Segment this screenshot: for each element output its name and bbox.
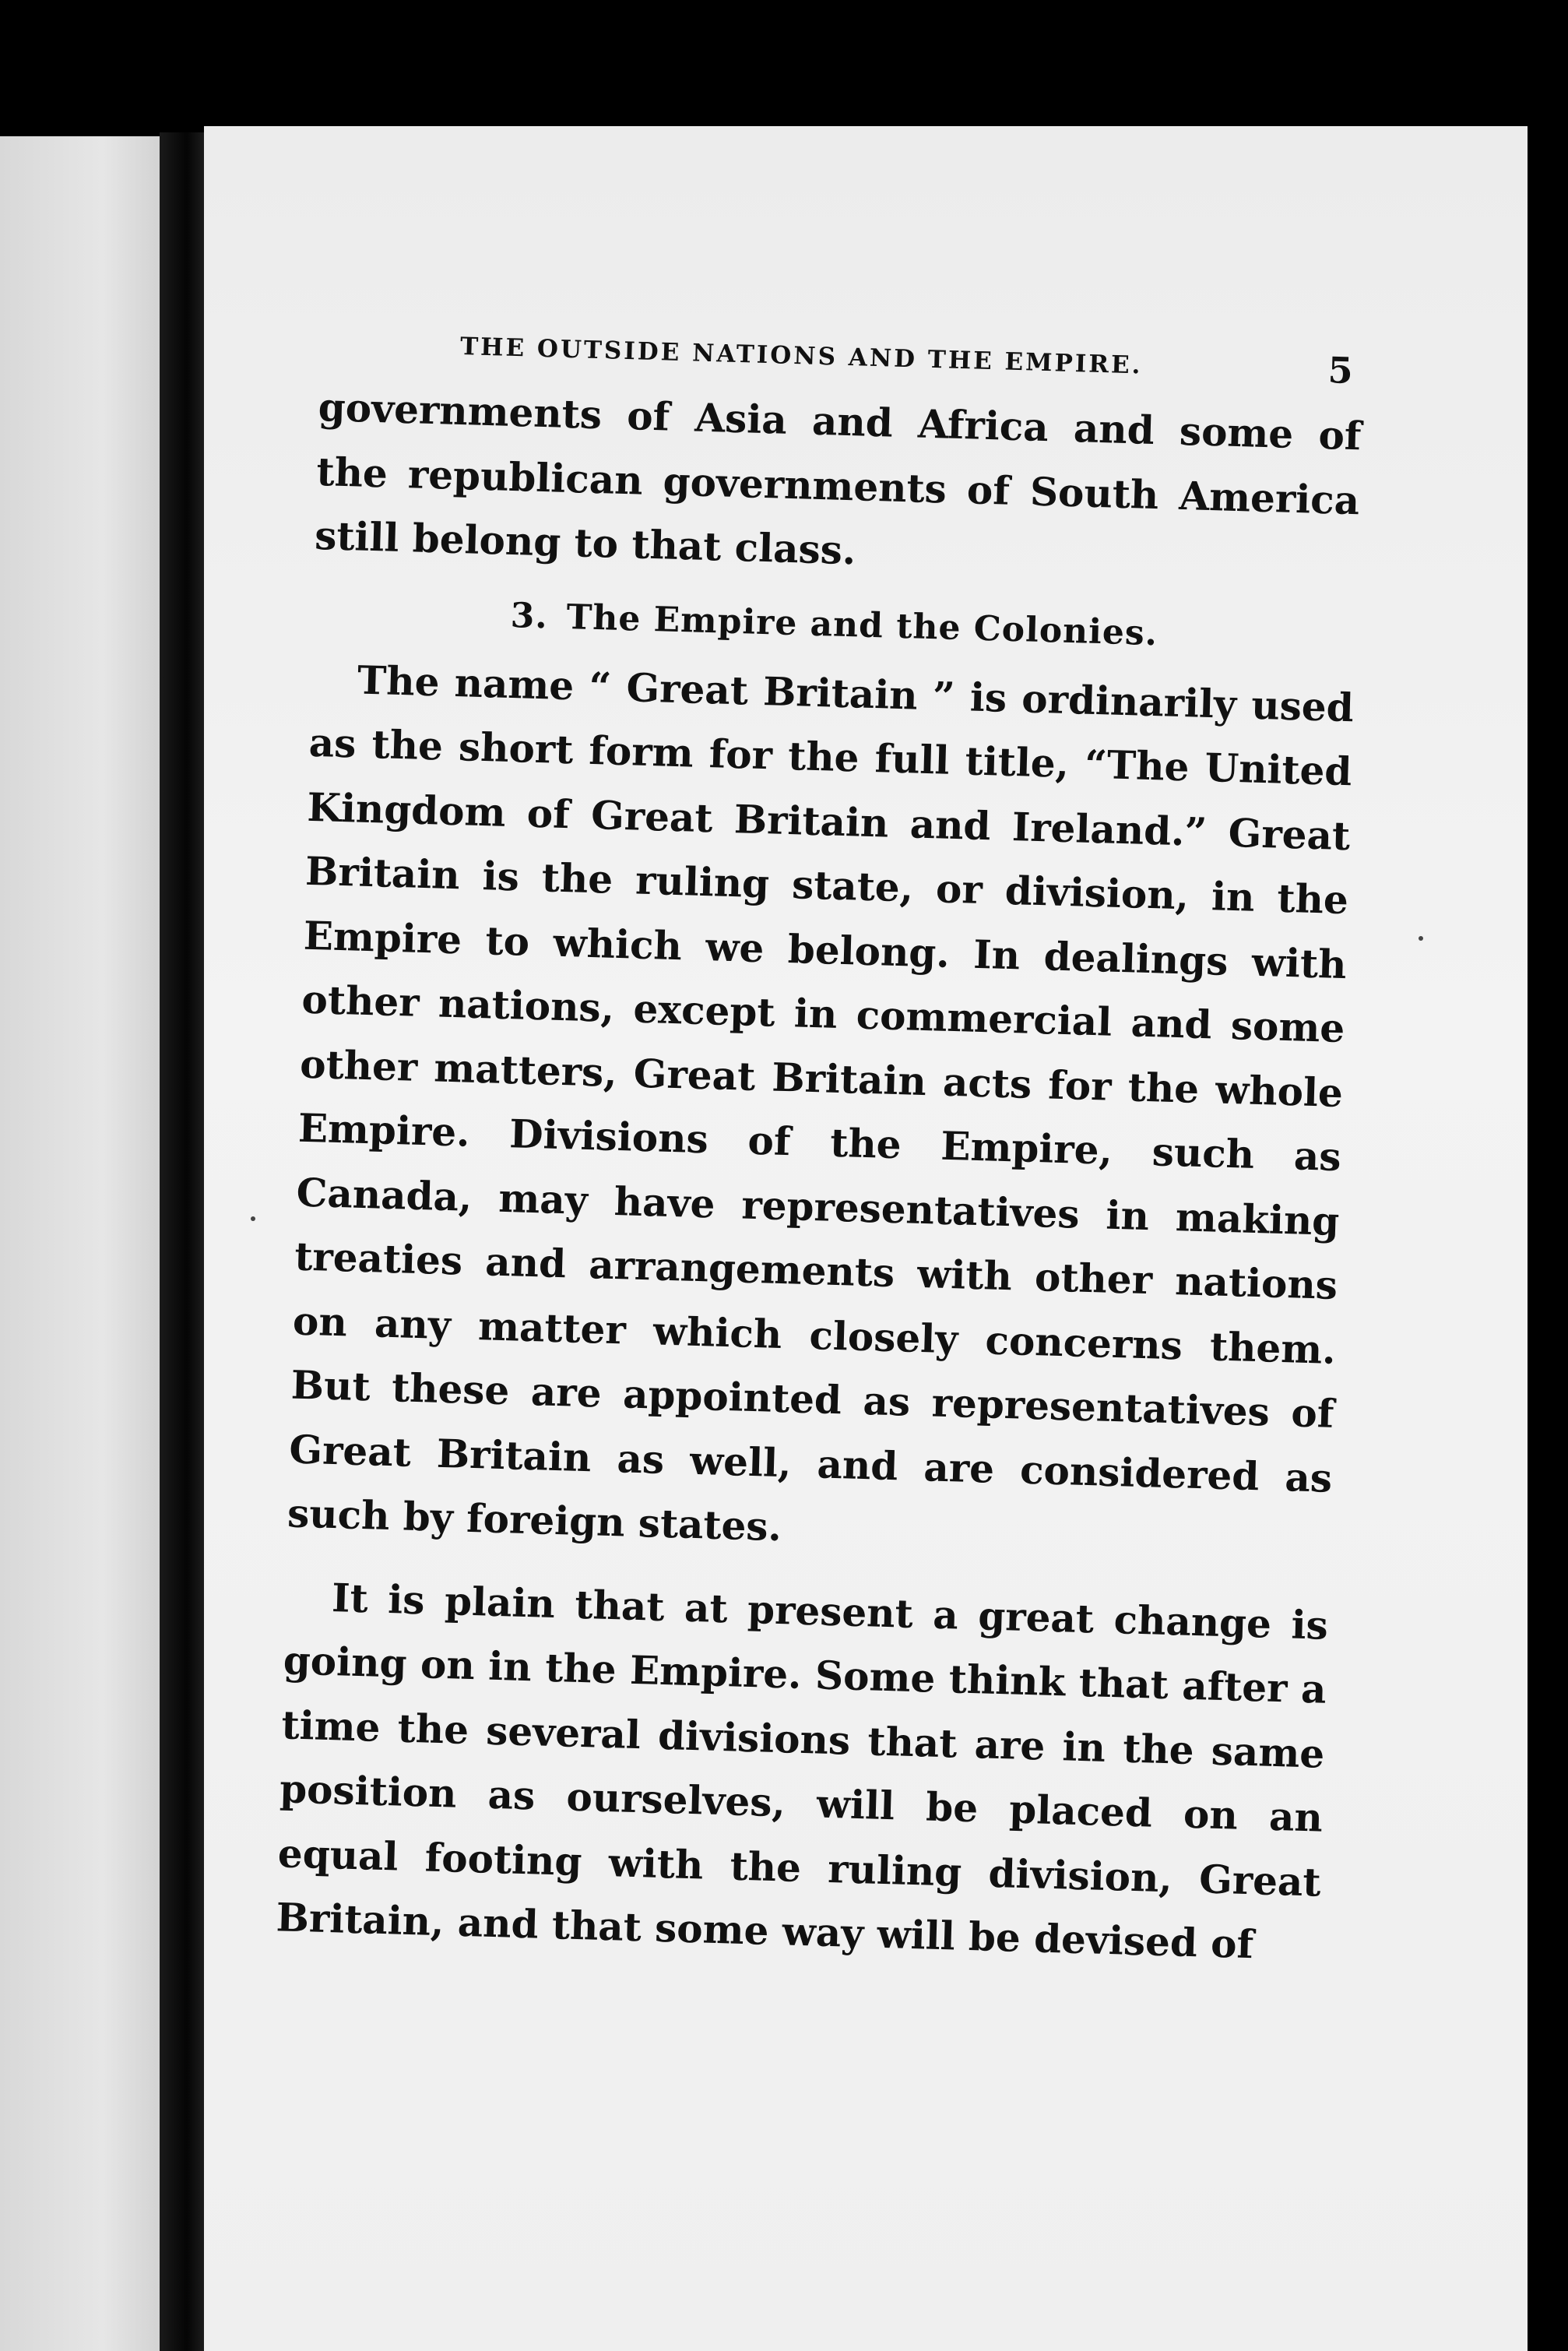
section-title: The Empire and the Colonies. [565,597,1158,653]
page-number: 5 [1327,349,1356,392]
paragraph-empire-1: The name “ Great Britain ” is ordinarily used as the short form for the full title, “The United Kingdom of Great Britain and Ireland.” Great Britain is the ruling state, or division, in the Empire to which we belong. In dealings with other nations, except in commercial and some other matters, Great Britain acts for the whole Empire. Divisions of the Empire, such as Canada, may have representatives in making treaties and arrangements with other nations on any matter which closely concerns them. But these are appointed as representatives of Great Britain as well, and are considered as such by foreign states. [287,656,1355,1550]
dust-speck [1419,936,1423,941]
book-page [204,126,1528,2351]
running-head-title: THE OUTSIDE NATIONS AND THE EMPIRE. [459,333,1143,380]
paragraph-continuation: governments of Asia and Africa and some of the republican governments of South America still belong to that class. [314,383,1362,574]
section-heading [312,590,1356,658]
dust-speck [251,1216,255,1221]
section-number: 3. [510,595,549,636]
facing-page-edge [0,136,171,2351]
paragraph-empire-2: It is plain that at present a great change is going on in the Empire. Some think that after a time the several divisions that are in the same position as ourselves, will be placed on an equal footing with the ruling division, Great Britain, and that some way will be devised of [275,1574,1329,1968]
page-content [276,321,1364,1979]
